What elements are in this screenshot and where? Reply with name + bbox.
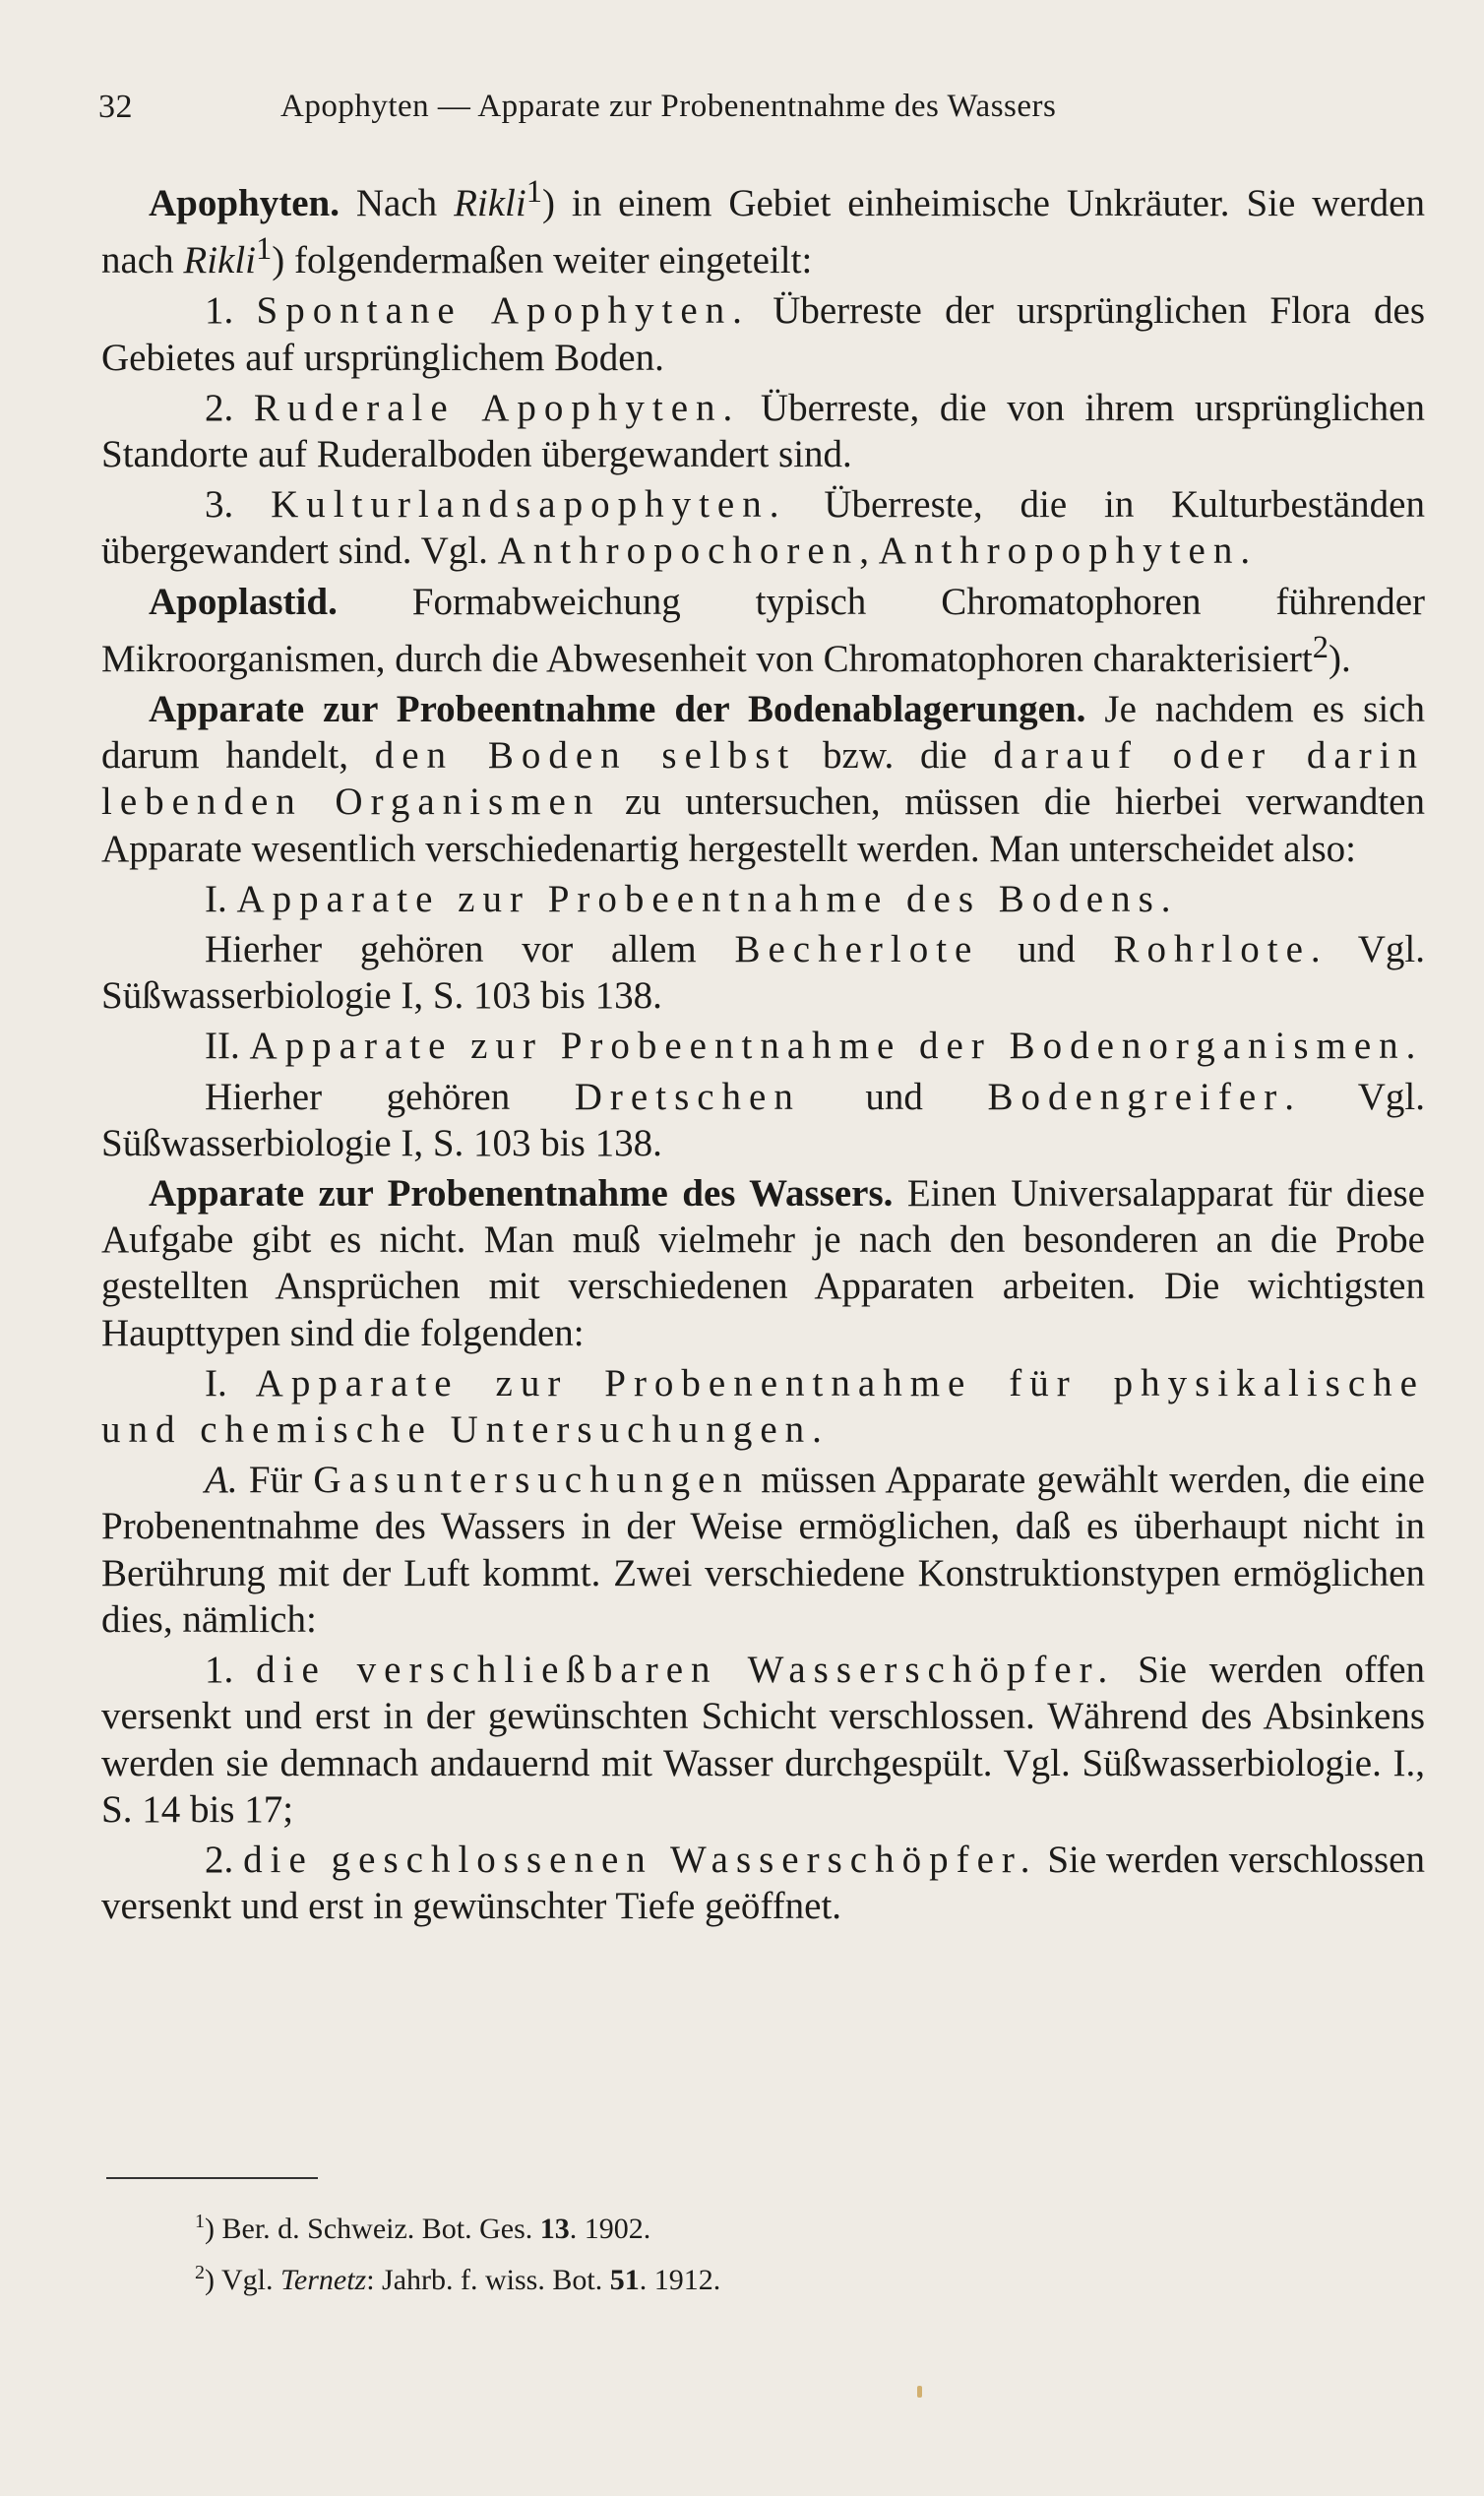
list-item: 2. Ruderale Apophyten. Überreste, die von ihrem ursprünglichen Standorte auf Ruderalboden übergewandert sind. bbox=[101, 386, 1425, 476]
list-item: 2. die geschlossenen Wasserschöpfer. Sie werden verschlossen versenkt und erst in gewünschter Tiefe geöffnet. bbox=[101, 1838, 1425, 1928]
spaced-term: Becherlote bbox=[734, 928, 980, 971]
spaced-term: Apparate zur Probeentnahme der Bodenorganismen. bbox=[249, 1025, 1424, 1068]
spaced-term: Apparate zur Probeentnahme des Bodens. bbox=[236, 877, 1179, 920]
entry-term: Apparate zur Probeentnahme der Bodenablagerungen. bbox=[149, 688, 1086, 731]
author-name: Rikli bbox=[454, 182, 526, 224]
list-item: II. Apparate zur Probeentnahme der Bodenorganismen. bbox=[205, 1025, 1424, 1068]
list-item: I. Apparate zur Probeentnahme des Bodens. bbox=[205, 877, 1179, 920]
author-name: Rikli bbox=[183, 239, 257, 282]
list-item: 1. die verschließbaren Wasserschöpfer. Sie werden offen versenkt und erst in der gewünschten Schicht verschlossen. Während des Absinkens werden sie demnach andauernd mit Wasser durchgespült. Vgl. Süßwasserbiologie. I., S. 14 bis 17; bbox=[101, 1649, 1426, 1831]
paragraph: Hierher gehören vor allem Becherlote und Rohrlote. Vgl. Süßwasserbiologie I, S. 103 bis 138. bbox=[101, 928, 1425, 1018]
footnote: $^1$) Ber. d. Schweiz. Bot. Ges. 13. 1902. bbox=[195, 2211, 651, 2245]
spaced-term: Bodengreifer bbox=[987, 1075, 1285, 1118]
running-head bbox=[98, 77, 1378, 136]
entry-apoplastid: Apoplastid. Formabweichung typisch Chromatophoren führender Mikroorganismen, durch die Abwesenheit von Chromatophoren charakterisiert$^2$). bbox=[101, 580, 1425, 680]
spaced-term: die geschlossenen Wasserschöpfer. bbox=[243, 1838, 1038, 1881]
entry-apophyten: Apophyten. Nach Rikli$^1$) in einem Gebiet einheimische Unkräuter. Sie werden nach Rikli$^1$) folgendermaßen weiter eingeteilt: bbox=[101, 174, 1425, 282]
paper-blemish bbox=[917, 2386, 922, 2398]
spaced-term: Gasuntersuchungen bbox=[313, 1459, 750, 1502]
page-number: 32 bbox=[98, 89, 133, 125]
spaced-term: Apparate zur Probenentnahme für physikalische und chemische Untersuchungen. bbox=[101, 1361, 1425, 1452]
spaced-term: Ruderale Apophyten. bbox=[253, 386, 741, 429]
entry-term: Apparate zur Probenentnahme des Wassers. bbox=[149, 1172, 894, 1216]
footnote-rule bbox=[106, 2177, 318, 2179]
footnote-ref: 2 bbox=[1312, 629, 1329, 665]
entry-apparate-wasser: Apparate zur Probenentnahme des Wassers. Einen Universalapparat für diese Aufgabe gibt es nicht. Man muß vielmehr je nach den besonderen an die Probe gestellten Ansprüchen mit verschiedenen Apparaten arbeiten. Die wichtigsten Haupttypen sind die folgenden: bbox=[101, 1172, 1425, 1354]
spaced-term: Rohrlote bbox=[1113, 928, 1311, 971]
author-name: Ternetz bbox=[279, 2264, 367, 2296]
spaced-term: Spontane Apophyten. bbox=[256, 289, 750, 333]
entry-apparate-boden: Apparate zur Probeentnahme der Bodenablagerungen. Je nachdem es sich darum handelt, den Boden selbst bzw. die darauf oder darin lebenden Organismen zu untersuchen, müssen die hierbei verwandten Apparate wesentlich verschiedenartig hergestellt werden. Man unterscheidet also: bbox=[101, 688, 1426, 870]
list-item: 3. Kulturlandsapophyten. Überreste, die in Kulturbeständen übergewandert sind. Vgl. Anthropochoren, Anthropophyten. bbox=[101, 483, 1425, 573]
section-label: A. bbox=[205, 1459, 238, 1502]
list-item: 1. Spontane Apophyten. Überreste der ursprünglichen Flora des Gebietes auf ursprünglichem Boden. bbox=[101, 289, 1426, 379]
spaced-term: die verschließbaren Wasserschöpfer. bbox=[256, 1649, 1116, 1692]
footnote: $^2$) Vgl. Ternetz: Jahrb. f. wiss. Bot. 51. 1912. bbox=[195, 2262, 721, 2296]
entry-term: Apophyten. bbox=[149, 182, 340, 224]
running-title: Apophyten — Apparate zur Probenentnahme des Wassers bbox=[280, 89, 1057, 124]
list-item: I. Apparate zur Probenentnahme für physikalische und chemische Untersuchungen. bbox=[101, 1361, 1425, 1452]
page-body bbox=[101, 169, 1425, 1933]
entry-term: Apoplastid. bbox=[149, 580, 338, 623]
cross-reference: Anthropochoren bbox=[497, 530, 860, 573]
spaced-term: darauf oder darin lebenden Organismen bbox=[101, 734, 1426, 824]
spaced-term: Kulturlandsapophyten. bbox=[271, 483, 787, 527]
spaced-term: den Boden selbst bbox=[374, 734, 797, 778]
cross-reference: Anthropophyten bbox=[878, 530, 1241, 573]
paragraph: Hierher gehören Dretschen und Bodengreifer. Vgl. Süßwasserbiologie I, S. 103 bis 138. bbox=[101, 1075, 1426, 1164]
spaced-term: Dretschen bbox=[574, 1075, 801, 1118]
footnote-ref: 1 bbox=[526, 174, 542, 210]
footnote-ref: 1 bbox=[256, 231, 273, 268]
paragraph: A. Für Gasuntersuchungen müssen Apparate gewählt werden, die eine Probenentnahme des Wassers in der Weise ermöglichen, daß es überhaupt nicht in Berührung mit der Luft kommt. Zwei verschiedene Konstruktionstypen ermöglichen dies, nämlich: bbox=[101, 1459, 1425, 1641]
footnotes bbox=[195, 2200, 720, 2302]
